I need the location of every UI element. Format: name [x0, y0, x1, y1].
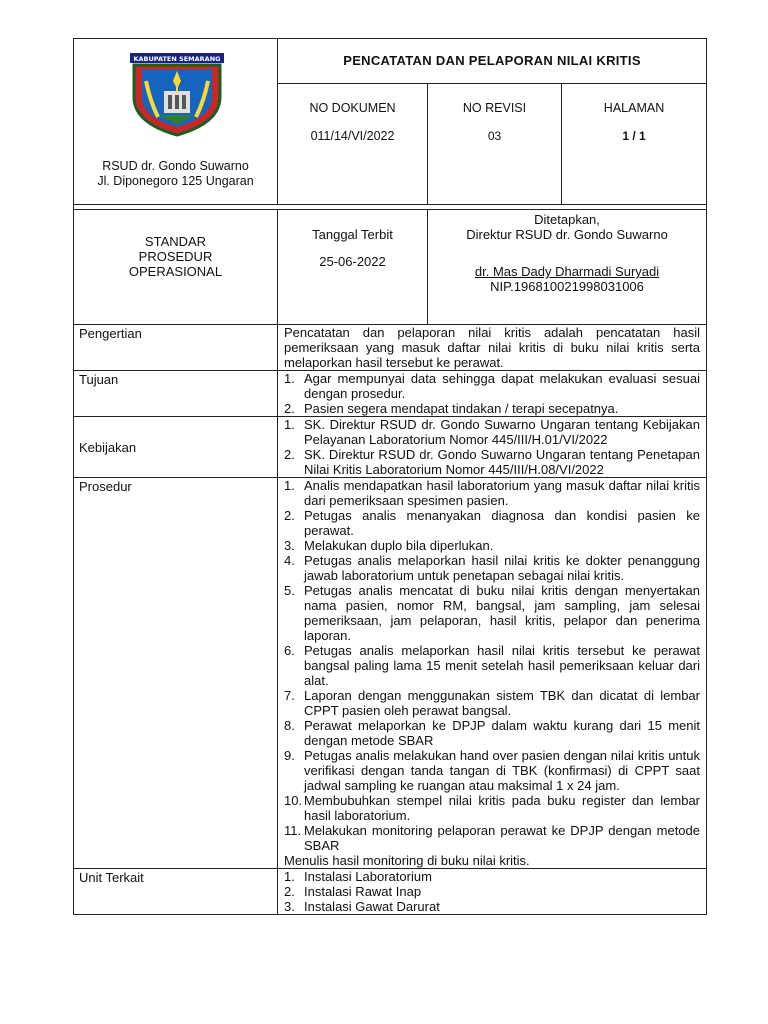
list-item: [284, 371, 700, 401]
logo-cell: [74, 39, 278, 205]
list-item-number: 3.: [284, 538, 295, 553]
sop-document: [73, 38, 706, 915]
list-item-text: SK. Direktur RSUD dr. Gondo Suwarno Ungaran tentang Kebijakan Pelayanan Laboratorium Nomor 445/III/H.01/VI/2022: [304, 417, 700, 447]
list-item-number: 2.: [284, 884, 295, 899]
revision-number: 03: [487, 129, 502, 143]
logo-text: KABUPATEN SEMARANG: [133, 55, 221, 63]
doc-number-cell: [278, 84, 428, 205]
list-item-number: 11.: [284, 823, 302, 838]
issue-date-label: Tanggal Terbit: [312, 227, 393, 242]
page-number: 1 / 1: [622, 129, 646, 143]
unit-list: [284, 869, 700, 914]
approval-label: Ditetapkan,: [534, 212, 600, 227]
list-item-number: 3.: [284, 899, 295, 914]
list-item-text: Petugas analis melaporkan hasil nilai kritis tersebut ke perawat bangsal paling lama 15 menit setelah hasil pemeriksaan keluar dari alat.: [304, 643, 700, 688]
sop-line-2: PROSEDUR: [138, 249, 213, 264]
list-item-number: 1.: [284, 869, 295, 884]
director-title: Direktur RSUD dr. Gondo Suwarno: [466, 227, 668, 242]
sop-line-3: OPERASIONAL: [128, 264, 223, 279]
list-item: [284, 823, 700, 853]
list-item-number: 7.: [284, 688, 295, 703]
list-item-number: 5.: [284, 583, 295, 598]
list-item: [284, 447, 700, 477]
tujuan-label: Tujuan: [74, 371, 278, 417]
hospital-name: RSUD dr. Gondo Suwarno: [102, 159, 249, 173]
list-item: [284, 478, 700, 508]
issue-date: 25-06-2022: [319, 254, 386, 269]
list-item-text: Melakukan monitoring pelaporan perawat ke DPJP dengan metode SBAR: [304, 823, 700, 853]
kebijakan-list: [284, 417, 700, 477]
list-item-number: 1.: [284, 371, 295, 386]
list-item: [284, 718, 700, 748]
list-item-text: Instalasi Rawat Inap: [304, 884, 422, 899]
pengertian-text: Pencatatan dan pelaporan nilai kritis adalah pencatatan hasil pemeriksaan yang masuk daftar nilai kritis di buku nilai kritis serta melaporkan hasil tersebut ke perawat.: [278, 325, 707, 371]
list-item-text: Instalasi Gawat Darurat: [304, 899, 440, 914]
list-item: [284, 688, 700, 718]
list-item: [284, 583, 700, 643]
list-item: [284, 748, 700, 793]
list-item-text: Laporan dengan menggunakan sistem TBK dan dicatat di lembar CPPT pasien oleh perawat bangsal.: [304, 688, 700, 718]
sop-line-1: STANDAR: [144, 234, 207, 249]
section-prosedur: [74, 478, 707, 869]
document-title: PENCATATAN DAN PELAPORAN NILAI KRITIS: [278, 39, 707, 84]
list-item-text: Petugas analis mencatat di buku nilai kritis dengan menyertakan nama pasien, nomor RM, bangsal, jam sampling, jam selesai pemeriksaan, jam pelaporan, hasil kritis, pelapor dan penerima laporan.: [304, 583, 700, 643]
list-item: [284, 417, 700, 447]
list-item: [284, 538, 700, 553]
list-item-number: 8.: [284, 718, 295, 733]
list-item: [284, 553, 700, 583]
tujuan-list: [284, 371, 700, 416]
sop-type-cell: [74, 210, 278, 325]
list-item-number: 6.: [284, 643, 295, 658]
director-name: dr. Mas Dady Dharmadi Suryadi: [474, 264, 660, 279]
list-item: [284, 508, 700, 538]
section-kebijakan: [74, 417, 707, 478]
doc-number-label: NO DOKUMEN: [309, 101, 396, 115]
revision-label: NO REVISI: [462, 101, 527, 115]
list-item-number: 1.: [284, 417, 295, 432]
list-item-text: Melakukan duplo bila diperlukan.: [304, 538, 494, 553]
pengertian-label: Pengertian: [74, 325, 278, 371]
list-item-text: Membubuhkan stempel nilai kritis pada buku register dan lembar hasil laboratorium.: [304, 793, 700, 823]
prosedur-note: Menulis hasil monitoring di buku nilai kritis.: [284, 853, 530, 868]
list-item: [284, 401, 700, 416]
section-unit-terkait: [74, 869, 707, 915]
hospital-address: Jl. Diponegoro 125 Ungaran: [97, 174, 254, 188]
list-item-number: 2.: [284, 401, 295, 416]
list-item: [284, 869, 700, 884]
issue-date-cell: [278, 210, 428, 325]
revision-cell: [428, 84, 562, 205]
list-item-number: 2.: [284, 508, 295, 523]
list-item: [284, 643, 700, 688]
unit-label: Unit Terkait: [74, 869, 278, 915]
list-item-text: Petugas analis melakukan hand over pasien dengan nilai kritis untuk verifikasi dengan tanda tangan di TBK (konfirmasi) di CPPT saat jadwal sampling ke ruangan atau maksimal 1 x 24 jam.: [304, 748, 700, 793]
list-item-number: 4.: [284, 553, 295, 568]
section-pengertian: [74, 325, 707, 371]
list-item-text: Petugas analis menanyakan diagnosa dan kondisi pasien ke perawat.: [304, 508, 700, 538]
section-tujuan: [74, 371, 707, 417]
list-item-text: Instalasi Laboratorium: [304, 869, 432, 884]
list-item-text: Petugas analis melaporkan hasil nilai kritis ke dokter penanggung jawab laboratorium untuk penetapan sebagai nilai kritis.: [304, 553, 700, 583]
list-item: [284, 793, 700, 823]
prosedur-list: [284, 478, 700, 853]
header-table: [73, 38, 707, 325]
list-item-number: 10.: [284, 793, 303, 808]
director-nip: NIP.196810021998031006: [490, 279, 644, 294]
list-item-text: Pasien segera mendapat tindakan / terapi secepatnya.: [304, 401, 619, 416]
kabupaten-semarang-logo: [124, 51, 230, 137]
list-item-text: Analis mendapatkan hasil laboratorium yang masuk daftar nilai kritis dari pemeriksaan spesimen pasien.: [304, 478, 700, 508]
approval-cell: [428, 210, 707, 325]
list-item-number: 1.: [284, 478, 295, 493]
page-cell: [562, 84, 707, 205]
list-item: [284, 899, 700, 914]
list-item-text: SK. Direktur RSUD dr. Gondo Suwarno Ungaran tentang Penetapan Nilai Kritis Laboratorium Nomor 445/III/H.08/VI/2022: [304, 447, 700, 477]
doc-number: 011/14/VI/2022: [310, 129, 395, 143]
page-label: HALAMAN: [603, 101, 665, 115]
prosedur-label: Prosedur: [74, 478, 278, 869]
list-item-number: 2.: [284, 447, 295, 462]
content-table: [73, 325, 707, 915]
list-item: [284, 884, 700, 899]
list-item-text: Agar mempunyai data sehingga dapat melakukan evaluasi sesuai dengan prosedur.: [304, 371, 700, 401]
kebijakan-label: Kebijakan: [74, 417, 278, 478]
list-item-text: Perawat melaporkan ke DPJP dalam waktu kurang dari 15 menit dengan metode SBAR: [304, 718, 700, 748]
list-item-number: 9.: [284, 748, 295, 763]
